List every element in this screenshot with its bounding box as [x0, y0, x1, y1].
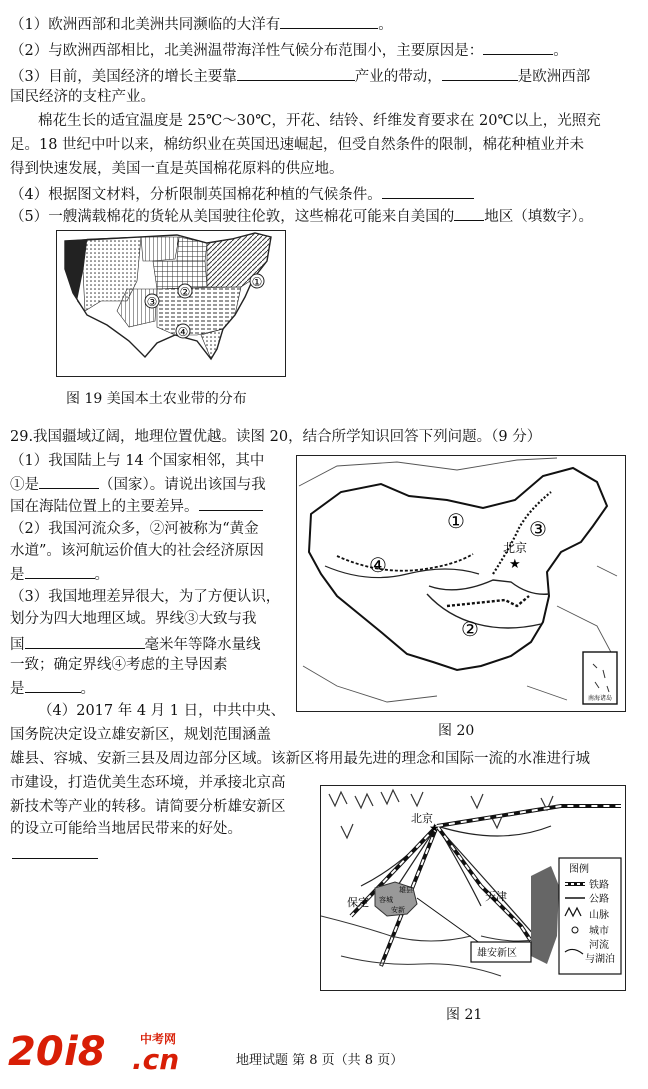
- legend-city: 城市: [589, 926, 609, 937]
- legend-title: 图例: [569, 864, 589, 875]
- q29-1-line-2: ①是 （国家）。请说出该国与我: [10, 474, 266, 494]
- q29-3-line-5: 是 。: [10, 678, 95, 698]
- material-line-1: 棉花生长的适宜温度是 25℃～30℃，开花、结铃、纤维发育要求在 20℃以上，光照充: [38, 113, 601, 129]
- logo-text-a: 20: [8, 1029, 64, 1075]
- region-label-3: ③: [146, 295, 158, 309]
- q29-3-line-2: 划分为四大地理区域。界线③大致与我: [10, 611, 257, 627]
- q29-1-line-3: 国在海陆位置上的主要差异。: [10, 496, 263, 516]
- legend-river-b: 与湖泊: [585, 954, 615, 965]
- q29-2-line-3: 是 。: [10, 564, 109, 584]
- legend-rail: 铁路: [589, 880, 609, 891]
- answer-blank[interactable]: [382, 184, 474, 199]
- q29-4-line-4: 市建设，打造优美生态环境，并承接北京高: [10, 775, 286, 791]
- q29-4-line-3: 雄县、容城、安新三县及周边部分区域。该新区将用最先进的理念和国际一流的水准进行城: [10, 751, 590, 767]
- map-label-2: ②: [461, 617, 479, 641]
- answer-blank[interactable]: [25, 678, 81, 693]
- q29-2-line-2: 水道”。该河航运价值大的社会经济原因: [10, 543, 264, 559]
- figure-20-caption: 图 20: [438, 723, 475, 739]
- logo-text-b: i8: [64, 1029, 106, 1075]
- city-label-tianjin: 天津: [485, 890, 507, 903]
- figure-19-caption: 图 19 美国本土农业带的分布: [66, 391, 247, 407]
- figure-21-xiongan-map: [320, 785, 626, 991]
- figure-19-us-agriculture-map: [56, 230, 286, 377]
- q29-4-line-1: （4）2017 年 4 月 1 日，中共中央、: [38, 703, 286, 719]
- answer-blank[interactable]: [483, 40, 553, 55]
- answer-blank[interactable]: [454, 206, 484, 221]
- region-label-1: ①: [251, 275, 263, 289]
- answer-blank[interactable]: [12, 844, 98, 859]
- answer-blank[interactable]: [280, 14, 378, 29]
- q29-4-line-6: 的设立可能给当地居民带来的好处。: [10, 821, 242, 837]
- region-label-2: ②: [179, 285, 191, 299]
- region-label-4: ④: [177, 325, 189, 339]
- map-label-1: ①: [447, 509, 465, 533]
- legend-mountain: 山脉: [589, 910, 609, 921]
- answer-blank[interactable]: [25, 634, 145, 649]
- capital-star-icon: ★: [509, 557, 521, 572]
- answer-blank[interactable]: [25, 564, 95, 579]
- q29-3-line-3: 国 毫米年等降水量线: [10, 634, 261, 654]
- logo-text-c: .cn: [132, 1043, 180, 1076]
- answer-blank[interactable]: [442, 66, 518, 81]
- answer-blank[interactable]: [237, 66, 355, 81]
- site-logo: [8, 1028, 208, 1076]
- city-label-beijing: 北京: [503, 541, 528, 555]
- q29-4-line-2: 国务院决定设立雄安新区，规划范围涵盖: [10, 727, 271, 743]
- county-label-rongcheng: 容城: [379, 896, 393, 904]
- material-line-2: 足。18 世纪中叶以来，棉纺织业在英国迅速崛起，但受自然条件的限制，棉花种植业并未: [10, 137, 585, 153]
- xiongan-new-area-label: 雄安新区: [477, 948, 517, 959]
- map-label-3: ③: [529, 517, 547, 541]
- county-label-anxin: 安新: [391, 906, 405, 914]
- q28-line-1: （1）欧洲西部和北美洲共同濒临的大洋有 。: [10, 14, 393, 34]
- figure-21-caption: 图 21: [446, 1007, 483, 1023]
- legend-road: 公路: [589, 894, 609, 905]
- answer-blank[interactable]: [39, 474, 99, 489]
- q28-line-5: （4）根据图文材料，分析限制英国棉花种植的气候条件。: [10, 184, 474, 204]
- city-label-beijing: 北京: [411, 812, 433, 825]
- q28-line-4: 国民经济的支柱产业。: [10, 89, 155, 105]
- material-line-3: 得到快速发展，美国一直是英国棉花原料的供应地。: [10, 161, 344, 177]
- legend-river-a: 河流: [589, 940, 609, 951]
- q29-3-line-4: 一致；确定界线④考虑的主导因素: [10, 657, 228, 673]
- q28-line-2: （2）与欧洲西部相比，北美洲温带海洋性气候分布范围小，主要原因是： 。: [10, 40, 568, 60]
- q28-line-3: （3）目前，美国经济的增长主要靠 产业的带动， 是欧洲西部: [10, 66, 590, 86]
- q29-1-line-1: （1）我国陆上与 14 个国家相邻，其中: [10, 453, 265, 469]
- q29-4-line-5: 新技术等产业的转移。请简要分析雄安新区: [10, 799, 286, 815]
- map-label-4: ④: [369, 553, 387, 577]
- logo-tag: 中考网: [140, 1032, 177, 1046]
- city-label-baoding: 保定: [347, 896, 369, 909]
- q29-2-line-1: （2）我国河流众多，②河被称为“黄金: [10, 521, 259, 537]
- figure-20-china-map: [296, 455, 626, 712]
- q28-line-6: （5）一艘满载棉花的货轮从美国驶往伦敦，这些棉花可能来自美国的 地区（填数字）。: [10, 206, 593, 226]
- answer-blank[interactable]: [199, 496, 263, 511]
- capital-star-icon: ★: [429, 821, 440, 835]
- south-china-sea-inset-label: 南海诸岛: [587, 695, 613, 702]
- page-footer: 地理试题 第 8 页（共 8 页）: [236, 1053, 404, 1068]
- q29-3-line-1: （3）我国地理差异很大，为了方便认识，: [10, 589, 281, 605]
- county-label-xiongxian: 雄县: [399, 886, 413, 894]
- q29-title: 29.我国疆域辽阔，地理位置优越。读图 20，结合所学知识回答下列问题。（9 分）: [10, 429, 542, 445]
